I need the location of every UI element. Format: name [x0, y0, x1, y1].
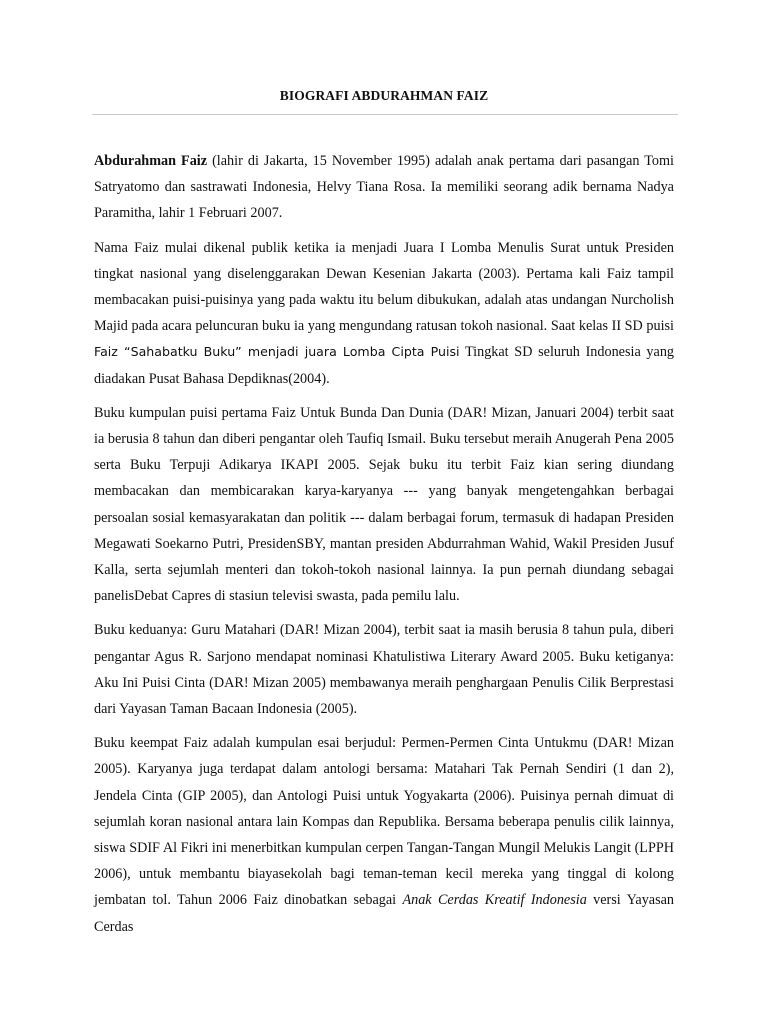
paragraph-recognition — [94, 235, 674, 392]
paragraph-fourth-book — [94, 730, 674, 940]
page-title: BIOGRAFI ABDURAHMAN FAIZ — [279, 88, 489, 103]
paragraph-fourth-book-text-b: versi Yayasan Cerdas — [94, 892, 674, 935]
title-divider — [92, 114, 678, 115]
paragraph-recognition-text-b: Faiz “Sahabatku Buku” menjadi juara Lomba Cipta Puisi — [94, 344, 460, 360]
paragraph-fourth-book-text-a: Buku keempat Faiz adalah kumpulan esai berjudul: Permen-Permen Cinta Untukmu (DAR! Mizan 2005). Karyanya juga terdapat dalam antologi bersama: Matahari Tak Pernah Sendiri (1 dan 2), Jendela Cinta (GIP 2005), dan Antologi Puisi untuk Yogyakarta (2006). Puisinya pernah dimuat di sejumlah koran nasional antara lain Kompas dan Republika. Bersama beberapa penulis cilik lainnya, siswa SDIF Al Fikri ini menerbitkan kumpulan cerpen Tangan-Tangan Mungil Melukis Langit (LPPH 2006), untuk membantu biayasekolah bagi teman-teman kecil mereka yang tinggal di kolong jembatan tol. Tahun 2006 Faiz dinobatkan sebagai — [94, 735, 674, 909]
document-body — [94, 148, 674, 948]
subject-name: Abdurahman Faiz — [94, 153, 208, 169]
paragraph-second-book: Buku keduanya: Guru Matahari (DAR! Mizan 2004), terbit saat ia masih berusia 8 tahun pula, diberi pengantar Agus R. Sarjono mendapat nominasi Khatulistiwa Literary Award 2005. Buku ketiganya: Aku Ini Puisi Cinta (DAR! Mizan 2005) membawanya meraih penghargaan Penulis Cilik Berprestasi dari Yayasan Taman Bacaan Indonesia (2005). — [94, 622, 674, 718]
award-title: Anak Cerdas Kreatif Indonesia — [402, 892, 587, 909]
paragraph-intro-text: (lahir di Jakarta, 15 November 1995) adalah anak pertama dari pasangan Tomi Satryatomo dan sastrawati Indonesia, Helvy Tiana Rosa. Ia memiliki seorang adik bernama Nadya Paramitha, lahir 1 Februari 2007. — [94, 153, 674, 222]
paragraph-recognition-text-a: Nama Faiz mulai dikenal publik ketika ia menjadi Juara I Lomba Menulis Surat untuk Presiden tingkat nasional yang diselenggarakan Dewan Kesenian Jakarta (2003). Pertama kali Faiz tampil membacakan puisi-puisinya yang pada waktu itu belum dibukukan, adalah atas undangan Nurcholish Majid pada acara peluncuran buku ia yang mengundang ratusan tokoh nasional. Saat kelas II SD puisi — [94, 239, 674, 335]
paragraph-intro — [94, 148, 674, 227]
paragraph-recognition-text-c: Tingkat SD seluruh Indonesia yang diadakan Pusat Bahasa Depdiknas(2004). — [94, 344, 675, 387]
paragraph-first-book: Buku kumpulan puisi pertama Faiz Untuk Bunda Dan Dunia (DAR! Mizan, Januari 2004) terbit saat ia berusia 8 tahun dan diberi pengantar oleh Taufiq Ismail. Buku tersebut meraih Anugerah Pena 2005 serta Buku Terpuji Adikarya IKAPI 2005. Sejak buku itu terbit Faiz kian sering diundang membacakan dan membicarakan karya-karyanya --- yang banyak mengetengahkan berbagai persoalan sosial kemasyarakatan dan politik --- dalam berbagai forum, termasuk di hadapan Presiden Megawati Soekarno Putri, PresidenSBY, mantan presiden Abdurrahman Wahid, Wakil Presiden Jusuf Kalla, serta sejumlah menteri dan tokoh-tokoh nasional lainnya. Ia pun pernah diundang sebagai panelisDebat Capres di stasiun televisi swasta, pada pemilu lalu. — [94, 404, 674, 605]
